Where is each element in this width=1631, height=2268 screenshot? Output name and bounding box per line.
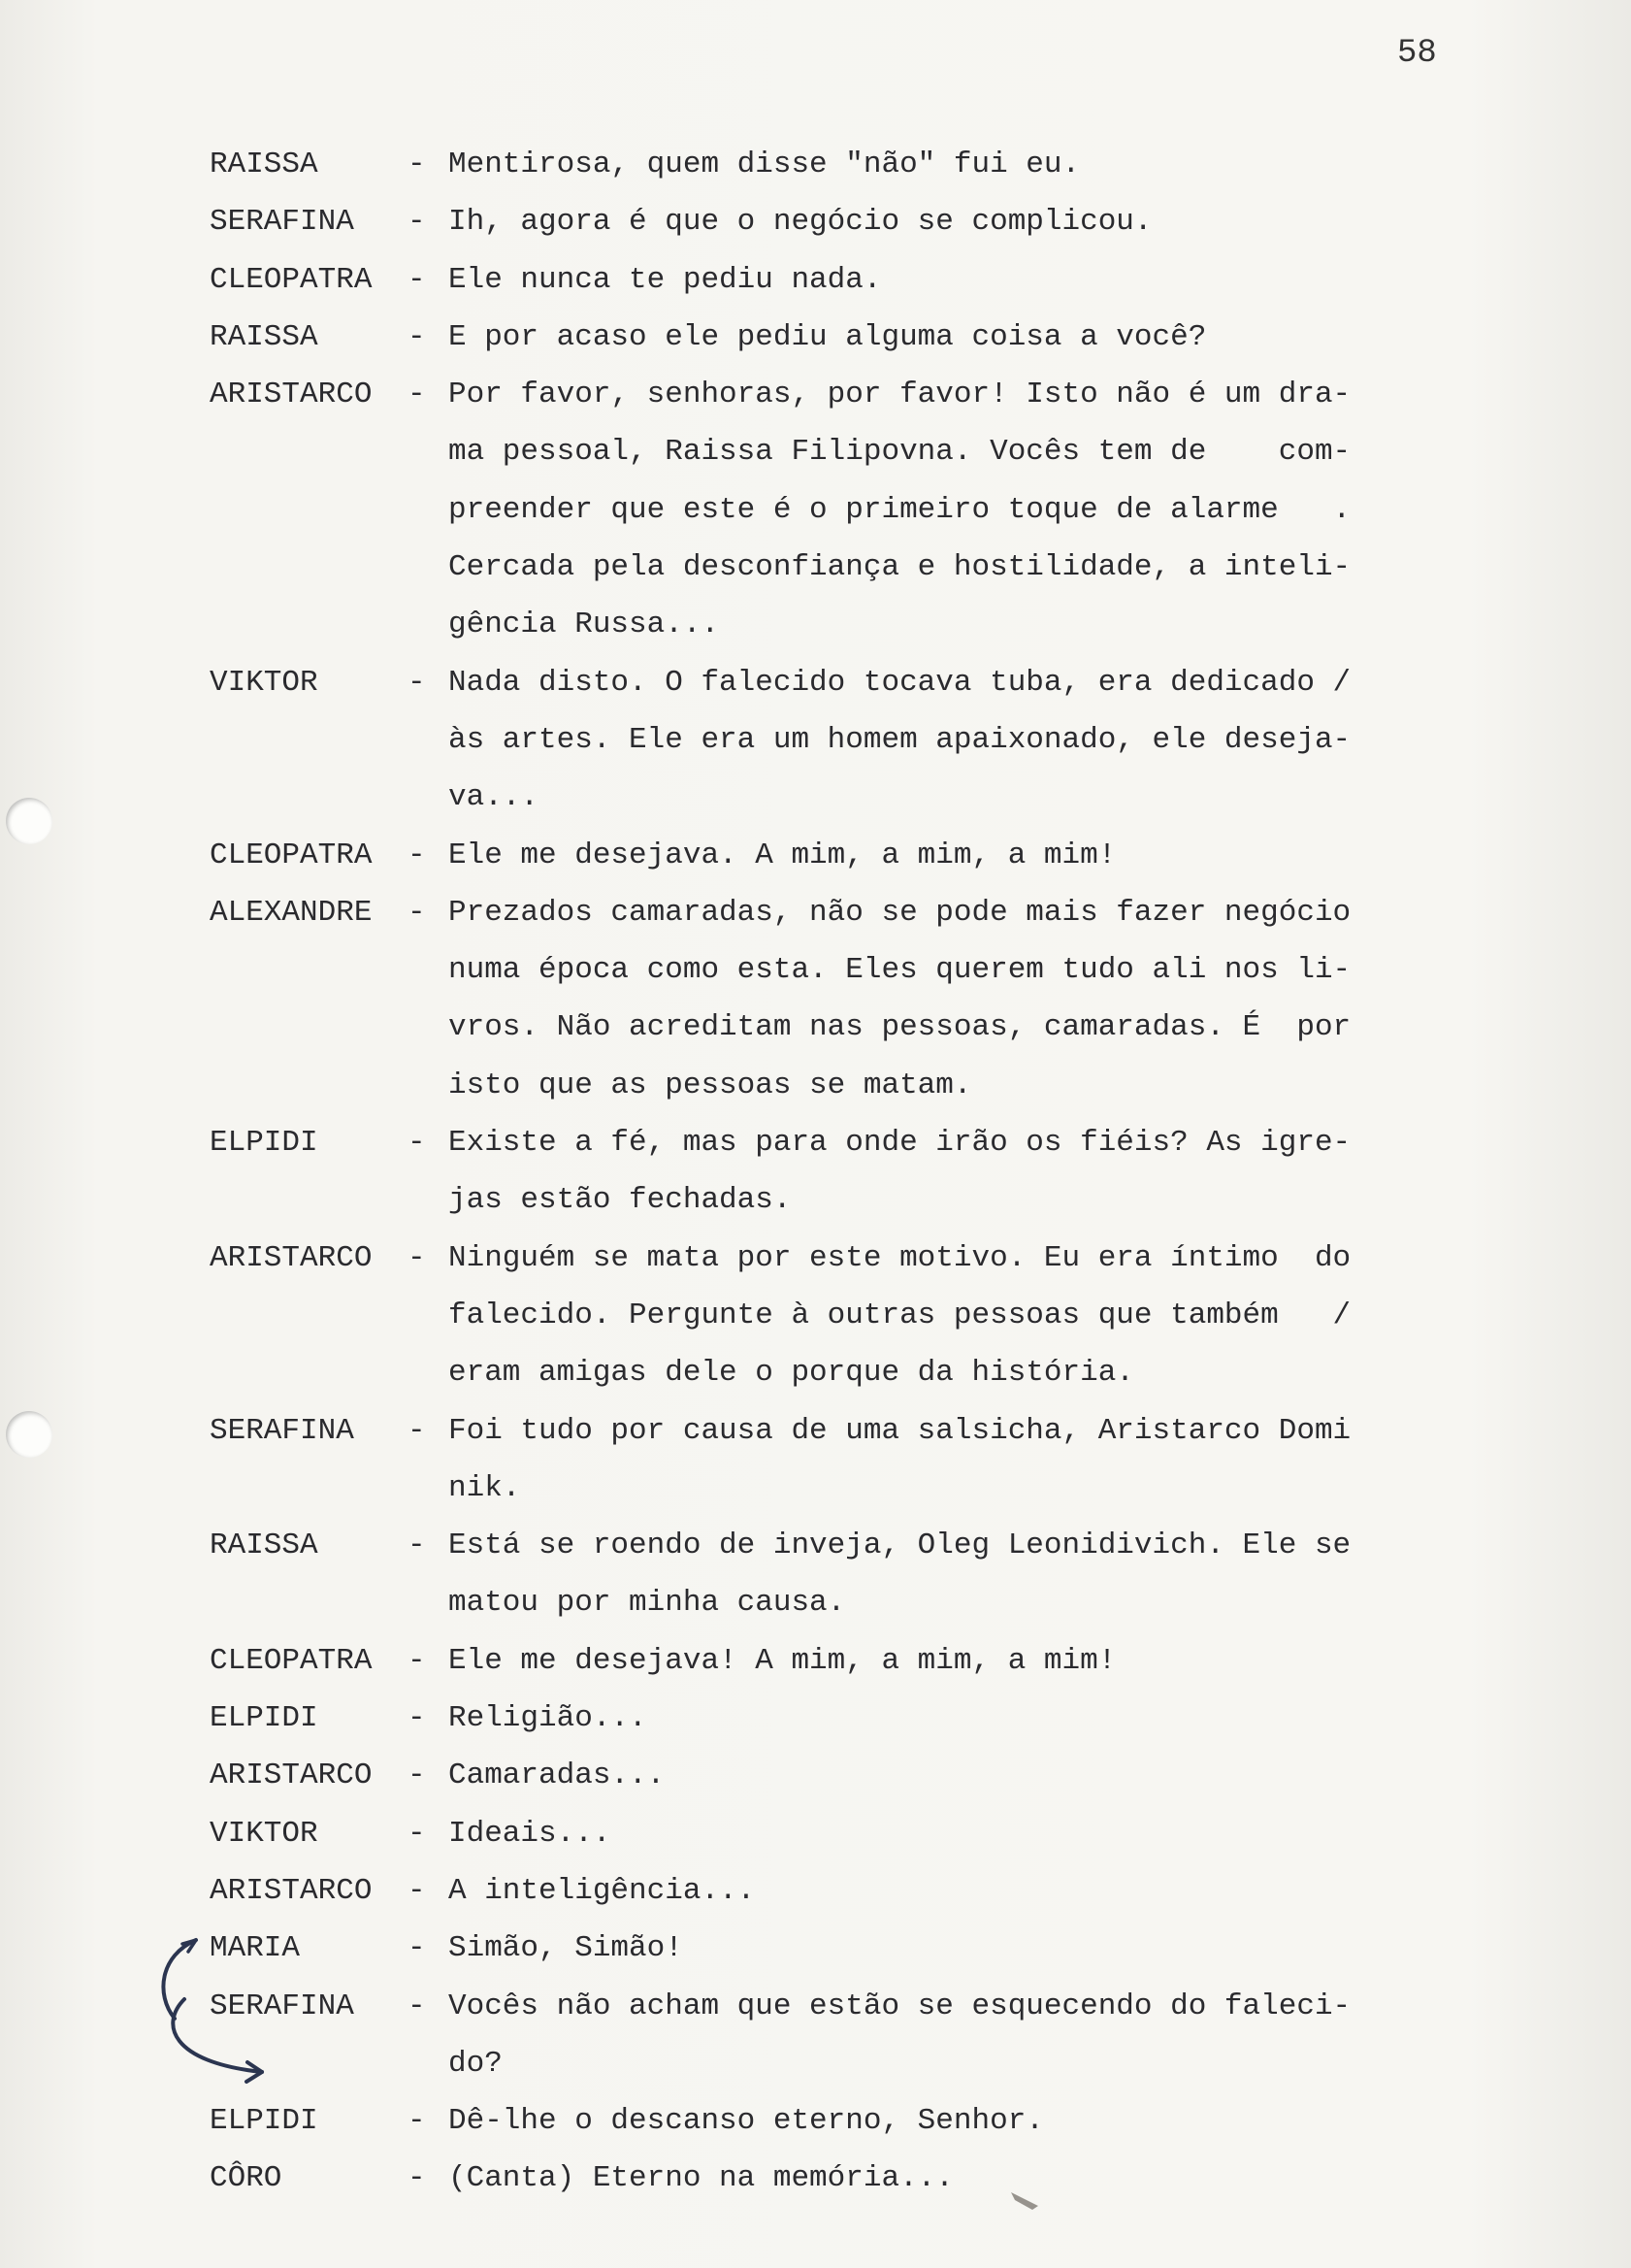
dialogue-text: E por acaso ele pediu alguma coisa a você? [448, 319, 1207, 354]
dialogue-text: preender que este é o primeiro toque de alarme . [448, 492, 1352, 527]
speaker-name: CLEOPATRA [210, 838, 373, 872]
script-line [0, 711, 1631, 769]
line-dash: - [408, 262, 426, 297]
speaker-name: ELPIDI [210, 1701, 318, 1736]
line-dash: - [408, 1931, 426, 1966]
script-line [0, 596, 1631, 653]
line-dash: - [408, 1816, 426, 1851]
script-line [0, 1402, 1631, 1460]
line-dash: - [408, 1989, 426, 2023]
dialogue-text: do? [448, 2046, 503, 2081]
line-dash: - [408, 2104, 426, 2139]
script-line [0, 1517, 1631, 1574]
dialogue-text: jas estão fechadas. [448, 1183, 792, 1218]
dialogue-text: matou por minha causa. [448, 1586, 846, 1621]
dialogue-text: Ideais... [448, 1816, 611, 1851]
speaker-name: MARIA [210, 1931, 301, 1966]
dialogue-text: vros. Não acreditam nas pessoas, camaradas. É por [448, 1010, 1352, 1045]
line-dash: - [408, 1528, 426, 1563]
script-line [0, 366, 1631, 423]
speaker-name: ELPIDI [210, 1126, 318, 1161]
dialogue-text: Ele nunca te pediu nada. [448, 262, 882, 297]
dialogue-text: numa época como esta. Eles querem tudo ali nos li- [448, 953, 1352, 988]
script-line [0, 2150, 1631, 2207]
script-line [0, 827, 1631, 884]
dialogue-text: Religião... [448, 1701, 647, 1736]
script-line [0, 1287, 1631, 1344]
script-line [0, 2092, 1631, 2150]
dialogue-text: Existe a fé, mas para onde irão os fiéis? As igre- [448, 1126, 1352, 1161]
line-dash: - [408, 148, 426, 181]
speaker-name: ELPIDI [210, 2104, 318, 2139]
ink-smudge-icon [1009, 2188, 1042, 2212]
speaker-name: VIKTOR [210, 1816, 318, 1851]
script-line [0, 1747, 1631, 1804]
dialogue-text: Simão, Simão! [448, 1931, 683, 1966]
script-line [0, 1171, 1631, 1229]
dialogue-text: Vocês não acham que estão se esquecendo do faleci- [448, 1989, 1352, 2023]
dialogue-text: Está se roendo de inveja, Oleg Leonidivich. Ele se [448, 1528, 1352, 1563]
dialogue-text: falecido. Pergunte à outras pessoas que também / [448, 1298, 1352, 1332]
line-dash: - [408, 665, 426, 700]
script-line [0, 1690, 1631, 1747]
dialogue-text: eram amigas dele o porque da história. [448, 1356, 1134, 1391]
script-line [0, 1344, 1631, 1401]
dialogue-text: Por favor, senhoras, por favor! Isto não é um dra- [448, 378, 1352, 412]
line-dash: - [408, 205, 426, 240]
script-line [0, 1574, 1631, 1631]
speaker-name: ARISTARCO [210, 1759, 373, 1793]
script-line [0, 769, 1631, 826]
script-line [0, 1230, 1631, 1287]
script-line [0, 193, 1631, 250]
speaker-name: CLEOPATRA [210, 262, 373, 297]
script-line [0, 423, 1631, 480]
dialogue-text: ma pessoal, Raissa Filipovna. Vocês tem de com- [448, 435, 1352, 470]
script-line [0, 1057, 1631, 1114]
dialogue-text: nik. [448, 1470, 521, 1505]
dialogue-text: A inteligência... [448, 1873, 756, 1908]
script-line [0, 539, 1631, 596]
dialogue-text: Mentirosa, quem disse "não" fui eu. [448, 148, 1081, 181]
line-dash: - [408, 1701, 426, 1736]
dialogue-text: isto que as pessoas se matam. [448, 1068, 972, 1102]
page-number: 58 [1397, 35, 1437, 72]
dialogue-text: (Canta) Eterno na memória... [448, 2161, 954, 2196]
dialogue-text: às artes. Ele era um homem apaixonado, ele deseja- [448, 722, 1352, 757]
script-line [0, 1632, 1631, 1690]
dialogue-text: Dê-lhe o descanso eterno, Senhor. [448, 2104, 1044, 2139]
speaker-name: SERAFINA [210, 1413, 354, 1448]
speaker-name: RAISSA [210, 1528, 318, 1563]
speaker-name: RAISSA [210, 319, 318, 354]
speaker-name: ARISTARCO [210, 1873, 373, 1908]
script-line [0, 884, 1631, 941]
line-dash: - [408, 378, 426, 412]
script-line [0, 999, 1631, 1056]
speaker-name: ARISTARCO [210, 1240, 373, 1275]
dialogue-text: Ninguém se mata por este motivo. Eu era íntimo do [448, 1240, 1352, 1275]
script-line [0, 941, 1631, 999]
script-line [0, 1114, 1631, 1171]
script-line [0, 1805, 1631, 1862]
speaker-name: ALEXANDRE [210, 895, 373, 930]
dialogue-text: Ih, agora é que o negócio se complicou. [448, 205, 1153, 240]
speaker-name: RAISSA [210, 148, 318, 181]
speaker-name: CLEOPATRA [210, 1643, 373, 1678]
dialogue-text: va... [448, 780, 539, 815]
dialogue-text: Prezados camaradas, não se pode mais fazer negócio [448, 895, 1352, 930]
script-line [0, 251, 1631, 309]
line-dash: - [408, 1643, 426, 1678]
line-dash: - [408, 1873, 426, 1908]
line-dash: - [408, 895, 426, 930]
speaker-name: SERAFINA [210, 1989, 354, 2023]
script-line [0, 1862, 1631, 1920]
dialogue-text: Ele me desejava. A mim, a mim, a mim! [448, 838, 1117, 872]
script-body [0, 136, 1631, 2208]
line-dash: - [408, 1126, 426, 1161]
speaker-name: SERAFINA [210, 205, 354, 240]
script-line [0, 481, 1631, 539]
dialogue-text: Camaradas... [448, 1759, 666, 1793]
line-dash: - [408, 1240, 426, 1275]
dialogue-text: gência Russa... [448, 608, 720, 642]
line-dash: - [408, 2161, 426, 2196]
dialogue-text: Foi tudo por causa de uma salsicha, Aristarco Domi [448, 1413, 1352, 1448]
line-dash: - [408, 1413, 426, 1448]
line-dash: - [408, 838, 426, 872]
speaker-name: CÔRO [210, 2161, 282, 2196]
speaker-name: ARISTARCO [210, 378, 373, 412]
script-line [0, 1460, 1631, 1517]
dialogue-text: Ele me desejava! A mim, a mim, a mim! [448, 1643, 1117, 1678]
script-line [0, 654, 1631, 711]
handwritten-swap-arrow-icon [155, 1926, 281, 2091]
line-dash: - [408, 319, 426, 354]
script-line [0, 309, 1631, 366]
script-line [0, 136, 1631, 193]
dialogue-text: Cercada pela desconfiança e hostilidade, a inteli- [448, 550, 1352, 585]
line-dash: - [408, 1759, 426, 1793]
dialogue-text: Nada disto. O falecido tocava tuba, era dedicado / [448, 665, 1352, 700]
speaker-name: VIKTOR [210, 665, 318, 700]
